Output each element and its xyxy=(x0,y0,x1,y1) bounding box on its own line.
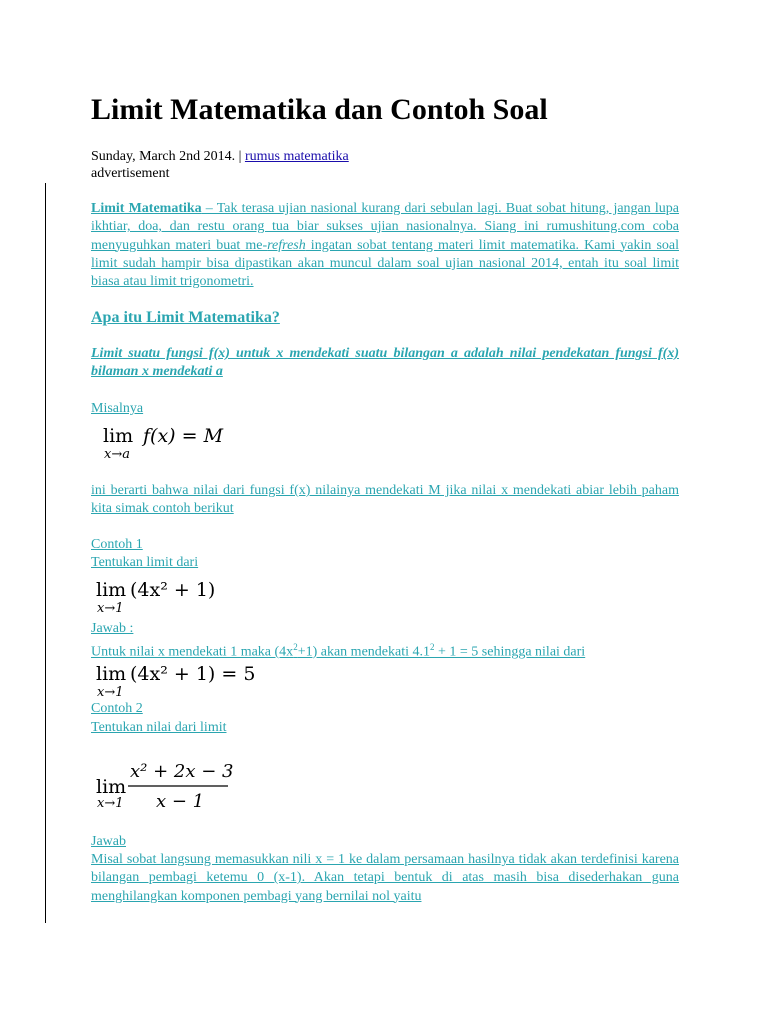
intro-text-italic: refresh xyxy=(267,237,306,253)
contoh1-answer-a: Untuk nilai x mendekati 1 maka (4x xyxy=(91,644,294,660)
formula-contoh2 xyxy=(94,755,294,820)
advertisement-label: advertisement xyxy=(91,166,170,181)
contoh1-question: Tentukan limit dari xyxy=(91,555,199,570)
contoh1-answer-formula-expr: (4x² + 1) = 5 xyxy=(130,663,256,685)
formula1-sub: x→a xyxy=(104,447,130,462)
intro-text-a: – Tak terasa ujian nasional kurang dari sebulan lagi. Buat sobat hitung, jangan lupa ikhtiar, doa, dan restu orang tua biar sukses ujian nasionalnya. Siang ini rumushitung.com coba menyuguhkan materi buat me- xyxy=(91,201,680,253)
contoh1-jawab-label: Jawab : xyxy=(91,621,134,636)
limit-definition: Limit suatu fungsi f(x) untuk x mendekati suatu bilangan a adalah nilai pendekatan fungsi f(x) bilaman x mendekati a xyxy=(91,346,679,380)
formula-limit-definition xyxy=(101,420,261,469)
page-title: Limit Matematika dan Contoh Soal xyxy=(91,93,548,126)
intro-paragraph xyxy=(91,200,679,291)
contoh1-answer-formula-sub: x→1 xyxy=(97,685,124,700)
contoh2-answer: Misal sobat langsung memasukkan nili x = 1 ke dalam persamaan hasilnya tidak akan terdefinisi karena bilangan pembagi ketemu 0 (x-1). Akan tetapi bentuk di atas masih bisa disederhakan guna menghilangkan komponen pembagi yang bernilai nol yaitu xyxy=(91,852,679,904)
formula-contoh1 xyxy=(94,574,254,623)
contoh2-jawab-label: Jawab xyxy=(91,834,126,849)
intro-text-b: ingatan sobat tentang materi limit matematika. Kami yakin soal limit sudah hampir bisa dipastikan akan muncul dalam soal ujian nasional 2014, entah itu soal limit biasa atau limit trigonometri. xyxy=(91,237,679,290)
explanation-paragraph: ini berarti bahwa nilai dari fungsi f(x) nilainya mendekati M jika nilai x mendekati abiar lebih paham kita simak contoh berikut xyxy=(91,483,679,517)
contoh2-formula-sub: x→1 xyxy=(97,796,124,811)
margin-bar xyxy=(45,183,46,923)
contoh2-label: Contoh 2 xyxy=(91,701,143,716)
contoh2-formula-numerator: x² + 2x − 3 xyxy=(130,761,234,782)
contoh2-formula-lim: lim xyxy=(96,776,127,798)
contoh1-answer-formula-lim: lim xyxy=(96,663,127,685)
contoh1-label: Contoh 1 xyxy=(91,537,143,552)
misalnya-label: Misalnya xyxy=(91,401,144,416)
contoh1-formula-expr: (4x² + 1) xyxy=(130,579,216,601)
contoh1-formula-lim: lim xyxy=(96,579,127,601)
intro-lead: Limit Matematika xyxy=(91,201,202,216)
section-heading: Apa itu Limit Matematika? xyxy=(91,309,280,326)
formula1-lim: lim xyxy=(103,425,134,447)
category-link[interactable]: rumus matematika xyxy=(244,149,349,164)
post-date: Sunday, March 2nd 2014. | xyxy=(91,149,242,164)
formula1-expr: f(x) = M xyxy=(143,425,224,447)
contoh1-answer-b: +1) akan mendekati 4.1 xyxy=(297,644,430,660)
post-meta xyxy=(91,148,349,165)
contoh1-answer-sup2: 2 xyxy=(429,642,435,652)
contoh1-answer-c: + 1 = 5 sehingga nilai dari xyxy=(434,644,586,660)
contoh1-formula-sub: x→1 xyxy=(97,601,124,616)
contoh2-question: Tentukan nilai dari limit xyxy=(91,720,227,735)
contoh2-formula-denominator: x − 1 xyxy=(156,791,205,812)
contoh1-answer-sup1: 2 xyxy=(293,642,298,652)
